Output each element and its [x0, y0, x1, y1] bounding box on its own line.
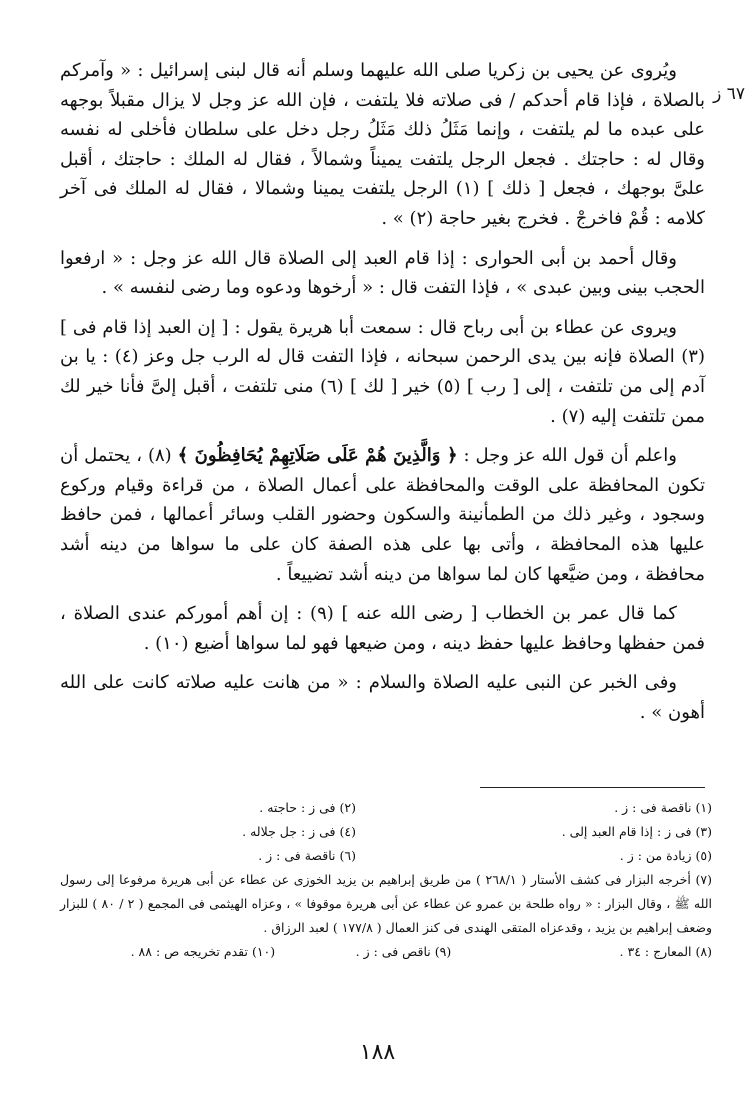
paragraph-yahya: ويُروى عن يحيى بن زكريا صلى الله عليهما وسلم أنه قال لبنى إسرائيل : « وآمركم بالصلاة ، فإذا قام أحدكم / فى صلاته فلا يلتفت ، فإن الله عز وجل لا يزال مقبلاً بوجهه على عبده ما لم يلتفت ، وإنما مَثَلُ ذلك مَثَلُ رجل دخل على سلطان فأخلى له نفسه وقال له : حاجتك . فجعل الرجل يلتفت يميناً وشمالاً ، فقال له الملك : حاجتك ، أقبل علىَّ بوجهك ، فجعل [ ذلك ] (١) الرجل يلتفت يمينا وشمالا ، فقال له الملك فى آخر كلامه : قُمْ فاخرجْ . فخرج بغير حاجة (٢) » .: [60, 60, 705, 229]
paragraph-ahmad: وقال أحمد بن أبى الحوارى : إذا قام العبد إلى الصلاة قال الله عز وجل : « ارفعوا الحجب بينى وبين عبدى » ، فإذا التفت قال : « أرخوها ودعوه وما رضى لنفسه » .: [60, 247, 705, 299]
paragraph-verse: [60, 441, 705, 589]
footnote-6: (٦) ناقصة فى : ز .: [258, 848, 356, 863]
footnote-separator: [480, 787, 705, 788]
footnotes: [60, 796, 712, 964]
main-text: [60, 56, 705, 737]
footnote-7: (٧) أخرجه البزار فى كشف الأستار ( ٢٦٨/١ ) من طريق إبراهيم بن يزيد الخوزى عن عطاء عن أبى هريرة مرفوعا إلى رسول الله ﷺ ، وقال البزار : « رواه طلحة بن عمرو عن عطاء عن أبى هريرة موقوفا » ، وعزاه الهيثمى فى المجمع ( ٢ / ٨٠ ) للبزار وضعف إبراهيم بن يزيد ، وقدعزاه المتقى الهندى فى كنز العمال ( ١٧٧/٨ ) لعبد الرزاق .: [60, 872, 712, 935]
page-number: ١٨٨: [359, 1040, 396, 1065]
footnote-row: [60, 820, 712, 844]
paragraph-umar: كما قال عمر بن الخطاب [ رضى الله عنه ] (٩) : إن أهم أموركم عندى الصلاة ، فمن حفظها وحافظ عليها حفظ دينه ، ومن ضيعها فهو لما سواها أضيع (١٠) .: [60, 603, 705, 654]
footnote-1: (١) ناقصة فى : ز .: [614, 800, 712, 815]
verse-intro: واعلم أن قول الله عز وجل :: [457, 445, 677, 467]
paragraph-ata: ويروى عن عطاء بن أبى رباح قال : سمعت أبا هريرة يقول : [ إن العبد إذا قام فى ] (٣) الصلاة فإنه بين يدى الرحمن سبحانه ، فإذا التفت قال له الرب جل وعز (٤) : يا بن آدم إلى من تلتفت ، إلى [ رب ] (٥) خير [ لك ] (٦) منى تلتفت ، أقبل إلىَّ فأنا خير لك ممن تلتفت إليه (٧) .: [60, 316, 706, 427]
footnote-8: (٨) المعارج : ٣٤ .: [619, 944, 712, 959]
footnote-9: (٩) ناقص فى : ز .: [355, 944, 452, 959]
footnote-5: (٥) زيادة من : ز .: [619, 848, 712, 863]
verse-commentary: (٨) ، يحتمل أن تكون المحافظة على الوقت والمحافظة على أعمال الصلاة ، من قراءة وقيام وركوع وسجود ، وغير ذلك من الطمأنينة والسكون وحضور القلب وسائر أعمالها ، فمن حافظ عليها هذه المحافظة ، وأتى بها على هذه الصفة كان على ما سواها من دينه أشد محافظة ، ومن ضيَّعها كان لما سواها من دينه أشد تضييعاً .: [60, 445, 705, 585]
footnote-2: (٢) فى ز : حاجته .: [259, 800, 356, 815]
quran-verse: ﴿ وَالَّذِينَ هُمْ عَلَى صَلَاتِهِمْ يُحَافِظُونَ ﴾: [177, 445, 458, 467]
footnote-row: [60, 796, 712, 820]
footnote-10: (١٠) تقدم تخريجه ص : ٨٨ .: [130, 944, 276, 959]
footnote-row: [60, 940, 712, 964]
margin-manuscript-reference: ٦٧ ز: [713, 84, 745, 104]
footnote-row: [60, 844, 712, 868]
paragraph-hadith: وفى الخبر عن النبى عليه الصلاة والسلام : « من هانت عليه صلاته كانت على الله أهون » .: [60, 672, 705, 723]
footnote-3: (٣) فى ز : إذا قام العبد إلى .: [561, 824, 712, 839]
footnote-4: (٤) فى ز : جل جلاله .: [242, 824, 356, 839]
